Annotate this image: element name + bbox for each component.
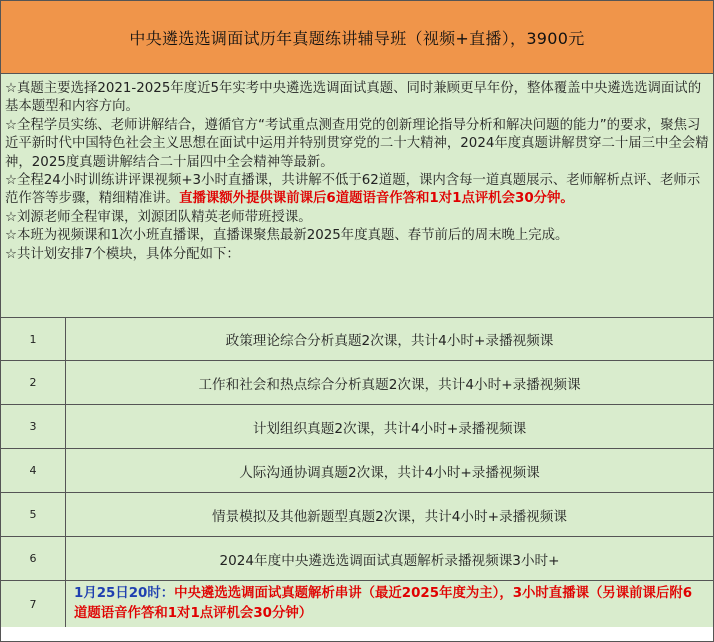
module-row — [1, 493, 713, 537]
module-number: 4 — [1, 449, 66, 492]
module-description: 人际沟通协调真题2次课，共计4小时+录播视频课 — [239, 464, 540, 481]
module-row — [1, 361, 713, 405]
module-description: 工作和社会和热点综合分析真题2次课，共计4小时+录播视频课 — [198, 376, 581, 393]
module-row — [1, 449, 713, 493]
module-number: 6 — [1, 537, 66, 580]
live-session-text: 中央遴选选调面试真题解析串讲（最近2025年度为主），3小时直播课（另课前课后附6道题语音作答和1对1点评机会30分钟） — [74, 586, 693, 621]
course-title: 中央遴选选调面试历年真题练讲辅导班（视频+直播），3900元 — [1, 1, 713, 74]
description-module-plan: ☆共计划安排7个模块，具体分配如下： — [5, 246, 240, 262]
module-row — [1, 537, 713, 581]
module-description: 计划组织真题2次课，共计4小时+录播视频课 — [252, 420, 527, 437]
module-number: 5 — [1, 493, 66, 536]
module-description — [66, 581, 713, 627]
description-question-scope: ☆真题主要选择2021-2025年度近5年实考中央遴选选调面试真题、同时兼顾更早年份，整体覆盖中央遴选选调面试的基本题型和内容方向。 — [5, 81, 702, 115]
course-hours-text: ☆全程24小时训练讲评课视频+3小时直播课，共讲解不低于62道题，课内含每一道真题展示、老师解析点评、老师示范作答等步骤，精细精准讲。 — [5, 173, 701, 207]
module-row — [1, 405, 713, 449]
description-teaching-approach: ☆全程学员实练、老师讲解结合，遵循官方“考试重点测查用党的创新理论指导分析和解决问题的能力”的要求，聚焦习近平新时代中国特色社会主义思想在面试中运用并特别贯穿党的二十大精神，2024年度真题讲解贯穿二十届三中全会精神，2025度真题讲解结合二十届四中全会精神等最新。 — [5, 117, 709, 170]
description-course-hours — [5, 172, 710, 209]
module-number: 1 — [1, 318, 66, 360]
description-format: ☆本班为视频课和1次小班直播课，直播课聚焦最新2025年度真题、春节前后的周末晚上完成。 — [5, 228, 569, 244]
module-number: 2 — [1, 361, 66, 404]
module-row-live — [1, 581, 713, 627]
module-description: 政策理论综合分析真题2次课，共计4小时+录播视频课 — [225, 333, 554, 349]
module-description: 2024年度中央遴选选调面试真题解析录播视频课3小时+ — [219, 552, 560, 569]
live-session-date: 1月25日20时： — [74, 586, 175, 601]
live-bonus-highlight: 直播课额外提供课前课后6道题语音作答和1对1点评机会30分钟。 — [179, 191, 574, 207]
module-number: 7 — [1, 581, 66, 627]
module-row — [1, 318, 713, 361]
course-description — [1, 74, 713, 318]
description-teachers: ☆刘源老师全程审课，刘源团队精英老师带班授课。 — [5, 209, 312, 225]
module-description: 情景模拟及其他新题型真题2次课，共计4小时+录播视频课 — [212, 508, 567, 525]
module-number: 3 — [1, 405, 66, 448]
